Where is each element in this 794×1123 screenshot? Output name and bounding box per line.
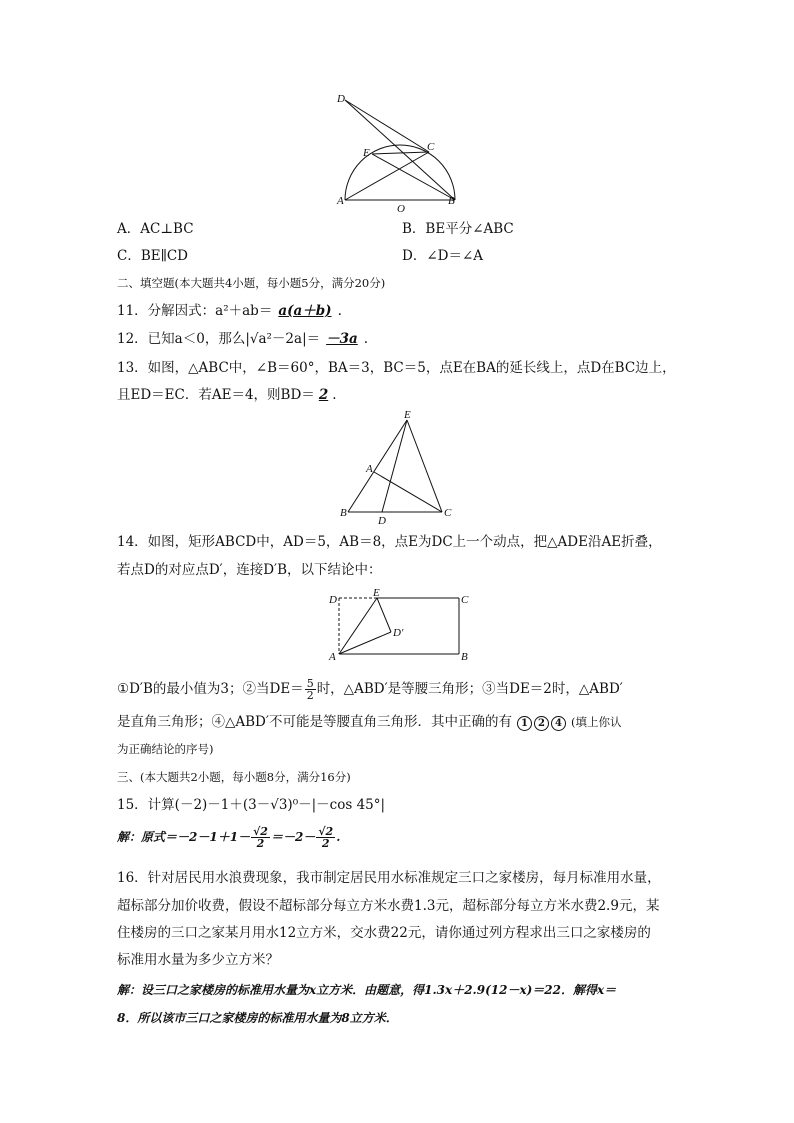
label-a: A bbox=[337, 195, 344, 207]
q13-answer: 2 bbox=[318, 387, 329, 403]
label-d: D bbox=[329, 594, 337, 606]
label-b: B bbox=[448, 195, 455, 207]
fraction-root2-over-2: $\frac{√2}{2}$ bbox=[253, 825, 268, 850]
q10-option-c: C．BE∥CD bbox=[117, 248, 188, 264]
q12-text: 12．已知a＜0，那么|√a²－2a|＝ bbox=[117, 331, 321, 347]
label-b: B bbox=[340, 507, 347, 519]
q11-text: 11．分解因式：a²＋ab＝ bbox=[117, 303, 273, 319]
q16-line-1: 16．针对居民用水浪费现象，我市制定居民用水标准规定三口之家楼房，每月标准用水量， bbox=[117, 870, 661, 886]
label-b: B bbox=[461, 651, 468, 663]
fraction-root2-over-2-b: $\frac{√2}{2}$ bbox=[318, 825, 334, 850]
q16-line-4: 标准用水量为多少立方米？ bbox=[117, 952, 279, 968]
solution-15: 解：原式＝－2－1＋1－ $\frac{√2}{2}$ ＝－2－ $\frac{√2}{2}$ . bbox=[117, 825, 341, 850]
solution-16-line-2: 8．所以该市三口之家楼房的标准用水量为8立方米． bbox=[117, 1011, 398, 1025]
q13-end: . bbox=[332, 387, 337, 403]
label-o: O bbox=[397, 203, 405, 214]
q10-option-d: D．∠D＝∠A bbox=[402, 248, 484, 264]
label-c: C bbox=[461, 594, 469, 606]
q14-line-4a: 是直角三角形；④△ABD′不可能是等腰直角三角形．其中正确的有 bbox=[117, 714, 512, 730]
question-15: 15．计算(－2)－1＋(3－√3)⁰－|－cos 45°| bbox=[117, 797, 386, 813]
q10-option-a: A．AC⊥BC bbox=[117, 221, 194, 237]
q14-line-1: 14．如图，矩形ABCD中，AD＝5，AB＝8，点E为DC上一个动点，把△ADE沿AE折叠， bbox=[117, 534, 662, 550]
label-a: A bbox=[366, 463, 373, 475]
q13-line-2 bbox=[117, 385, 337, 405]
q16-line-3: 住楼房的三口之家某月用水12立方米，交水费22元，请你通过列方程求出三口之家楼房的 bbox=[117, 925, 651, 941]
label-a: A bbox=[329, 651, 336, 663]
q14-line-3a: ①D′B的最小值为3；②当DE＝ bbox=[117, 681, 304, 697]
q14-line-3 bbox=[117, 678, 623, 701]
q14-line-2: 若点D的对应点D′，连接D′B，以下结论中： bbox=[117, 562, 382, 578]
solution-16-line-1: 解：设三口之家楼房的标准用水量为x立方米．由题意，得1.3x＋2.9(12－x)＝22．解得x＝ bbox=[117, 983, 617, 997]
question-12 bbox=[117, 329, 368, 349]
label-e: E bbox=[363, 147, 370, 159]
q11-end: . bbox=[337, 303, 342, 319]
q14-line-3b: 时，△ABD′是等腰三角形；③当DE＝2时，△ABD′ bbox=[316, 681, 623, 697]
q12-answer: －3a bbox=[326, 331, 358, 347]
question-11 bbox=[117, 301, 342, 321]
figure-rectangle bbox=[325, 588, 475, 666]
label-c: C bbox=[427, 141, 435, 153]
q13-line-2-text: 且ED＝EC．若AE＝4，则BD＝ bbox=[117, 387, 315, 403]
figure-semicircle bbox=[335, 92, 465, 214]
section-3-heading: 三、(本大题共2小题，每小题8分，满分16分) bbox=[117, 770, 351, 784]
q14-line-4b: (填上你认 bbox=[570, 715, 622, 729]
q13-line-1: 13．如图，△ABC中，∠B＝60°，BA＝3，BC＝5，点E在BA的延长线上，点D在BC边上， bbox=[117, 360, 676, 376]
q12-end: . bbox=[363, 331, 369, 347]
section-2-heading: 二、填空题(本大题共4小题，每小题5分，满分20分) bbox=[117, 276, 386, 290]
q14-answer: 1 2 4 bbox=[512, 712, 571, 732]
label-c: C bbox=[444, 507, 452, 519]
label-e: E bbox=[404, 409, 411, 421]
fraction-five-halves: $\frac{5}{2}$ bbox=[306, 677, 314, 702]
figure-triangle bbox=[338, 408, 458, 528]
q14-line-5: 为正确结论的序号) bbox=[117, 742, 214, 756]
q10-option-b: B．BE平分∠ABC bbox=[402, 221, 514, 237]
q14-line-4 bbox=[117, 712, 621, 732]
label-d: D bbox=[378, 515, 386, 527]
label-d-prime: D′ bbox=[393, 627, 404, 639]
q11-answer: a(a＋b) bbox=[278, 303, 332, 319]
q16-line-2: 超标部分加价收费，假设不超标部分每立方米水费1.3元，超标部分每立方米水费2.9元，某 bbox=[117, 898, 660, 914]
label-d: D bbox=[337, 93, 345, 105]
label-e: E bbox=[373, 588, 380, 599]
